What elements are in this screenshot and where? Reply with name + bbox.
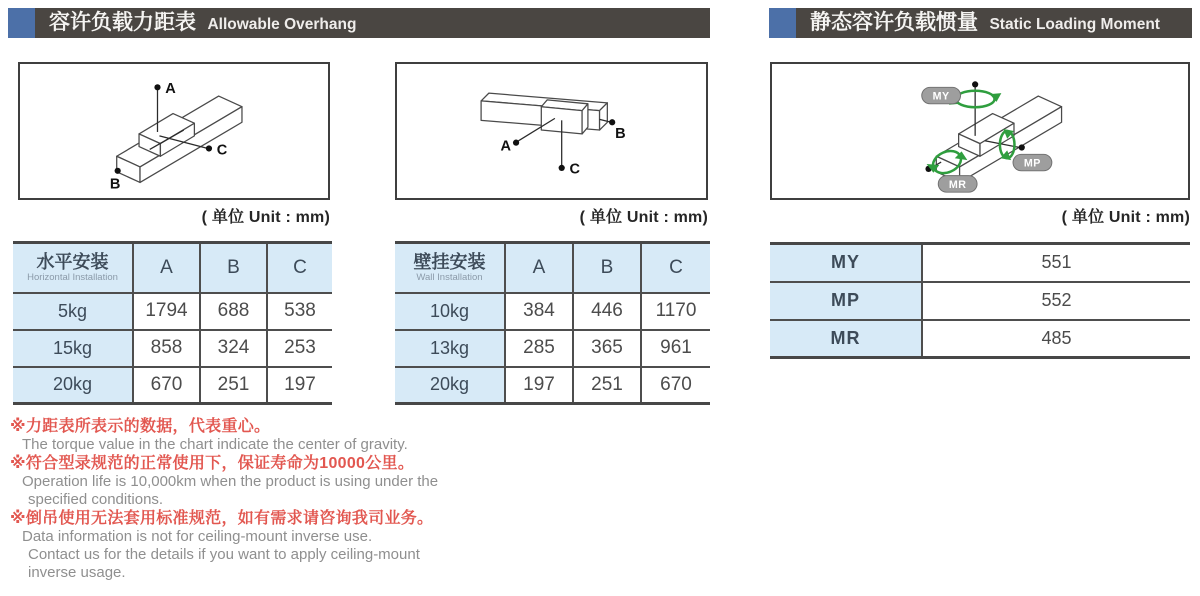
table-title-zh: 壁挂安装 [413, 251, 486, 272]
section-title-zh: 容许负载力距表 [49, 11, 196, 34]
footnote-en: The torque value in the chart indicate the center of gravity. [22, 436, 408, 453]
footnote-zh: ※力距表所表示的数据，代表重心。 [10, 418, 271, 435]
value-cell: 1170 [641, 293, 710, 330]
table-row [770, 282, 1190, 320]
value-cell: 251 [573, 367, 641, 404]
table-row [395, 293, 710, 330]
value-cell: 670 [641, 367, 710, 404]
point-b-label: B [615, 125, 626, 142]
unit-note: ( 单位 Unit : mm) [579, 209, 708, 226]
table-horizontal-installation [13, 241, 332, 405]
footnote-en: specified conditions. [28, 491, 164, 508]
column-header-c: C [267, 243, 332, 293]
column-header-c: C [641, 243, 710, 293]
footnote-en: Data information is not for ceiling-mount inverse use. [22, 528, 373, 545]
table-row [395, 367, 710, 404]
load-cell: 13kg [395, 330, 505, 367]
point-c-dot [559, 165, 565, 171]
mp-badge-label: MP [1023, 157, 1041, 170]
table-row [770, 320, 1190, 358]
table-title-zh: 水平安装 [36, 251, 109, 272]
point-a-dot [513, 140, 519, 146]
value-cell: 538 [267, 293, 332, 330]
load-cell: 20kg [395, 367, 505, 404]
value-cell: 961 [641, 330, 710, 367]
column-header-a: A [505, 243, 573, 293]
my-axis-dot [972, 81, 978, 87]
load-cell: 10kg [395, 293, 505, 330]
point-c-label: C [216, 142, 228, 159]
value-cell: 253 [267, 330, 332, 367]
diagram-static-loading-moment [770, 62, 1190, 200]
unit-note: ( 单位 Unit : mm) [201, 209, 330, 226]
load-cell: 5kg [13, 293, 133, 330]
section-header-static-loading-moment [769, 8, 1192, 38]
point-a-dot [154, 84, 160, 90]
accent-square [769, 8, 796, 38]
load-cell: 20kg [13, 367, 133, 404]
diagram-wall-installation [395, 62, 708, 200]
horizontal-installation-drawing [20, 64, 328, 198]
moment-label-cell: MP [770, 282, 922, 320]
value-cell: 858 [133, 330, 200, 367]
section-title-bar [35, 8, 710, 38]
accent-square [8, 8, 35, 38]
column-header-a: A [133, 243, 200, 293]
load-cell: 15kg [13, 330, 133, 367]
footnote-zh: ※倒吊使用无法套用标准规范，如有需求请咨询我司业务。 [10, 510, 434, 527]
value-cell: 285 [505, 330, 573, 367]
table-row [13, 330, 332, 367]
value-cell: 365 [573, 330, 641, 367]
section-header-allowable-overhang [8, 8, 710, 38]
moment-label-cell: MR [770, 320, 922, 358]
moment-value-cell: 485 [922, 320, 1190, 358]
point-a-label: A [165, 81, 176, 98]
point-b-dot [609, 119, 615, 125]
table-row [395, 330, 710, 367]
table-wall-installation [395, 241, 710, 405]
table-static-loading-moment [770, 242, 1190, 359]
column-header-b: B [573, 243, 641, 293]
moment-value-cell: 552 [922, 282, 1190, 320]
moment-label-cell: MY [770, 244, 922, 282]
table-header-row [13, 243, 332, 293]
footnote-zh: ※符合型录规范的正常使用下，保证寿命为10000公里。 [10, 455, 415, 472]
value-cell: 197 [505, 367, 573, 404]
table-title-en: Wall Installation [416, 271, 483, 283]
point-b-label: B [109, 176, 121, 193]
section-title-en: Allowable Overhang [207, 16, 357, 33]
section-title-bar [796, 8, 1192, 38]
value-cell: 251 [200, 367, 267, 404]
value-cell: 688 [200, 293, 267, 330]
column-header-b: B [200, 243, 267, 293]
table-title-en: Horizontal Installation [27, 271, 118, 283]
mp-axis-dot [1019, 144, 1025, 150]
value-cell: 324 [200, 330, 267, 367]
my-arrowhead [990, 93, 1002, 102]
table-row [13, 367, 332, 404]
section-title-en: Static Loading Moment [989, 16, 1160, 33]
value-cell: 384 [505, 293, 573, 330]
moment-drawing [772, 64, 1188, 198]
value-cell: 197 [267, 367, 332, 404]
section-title-zh: 静态容许负载惯量 [810, 11, 978, 34]
value-cell: 1794 [133, 293, 200, 330]
value-cell: 670 [133, 367, 200, 404]
unit-note: ( 单位 Unit : mm) [1061, 209, 1190, 226]
footnotes [10, 417, 488, 582]
point-a-label: A [500, 138, 512, 155]
footnote-en: inverse usage. [28, 564, 126, 581]
table-title-cell [395, 243, 505, 293]
footnote-en: Contact us for the details if you want to apply ceiling-mount [28, 546, 420, 563]
table-header-row [395, 243, 710, 293]
diagram-horizontal-installation [18, 62, 330, 200]
point-b-dot [115, 168, 121, 174]
mr-badge-label: MR [948, 178, 967, 191]
value-cell: 446 [573, 293, 641, 330]
point-c-label: C [569, 161, 580, 178]
table-title-cell [13, 243, 133, 293]
footnote-en: Operation life is 10,000km when the product is using under the [22, 473, 439, 490]
table-row [13, 293, 332, 330]
my-badge-label: MY [932, 90, 950, 103]
moment-value-cell: 551 [922, 244, 1190, 282]
point-c-dot [206, 145, 212, 151]
wall-installation-drawing [397, 64, 706, 198]
table-row [770, 244, 1190, 282]
